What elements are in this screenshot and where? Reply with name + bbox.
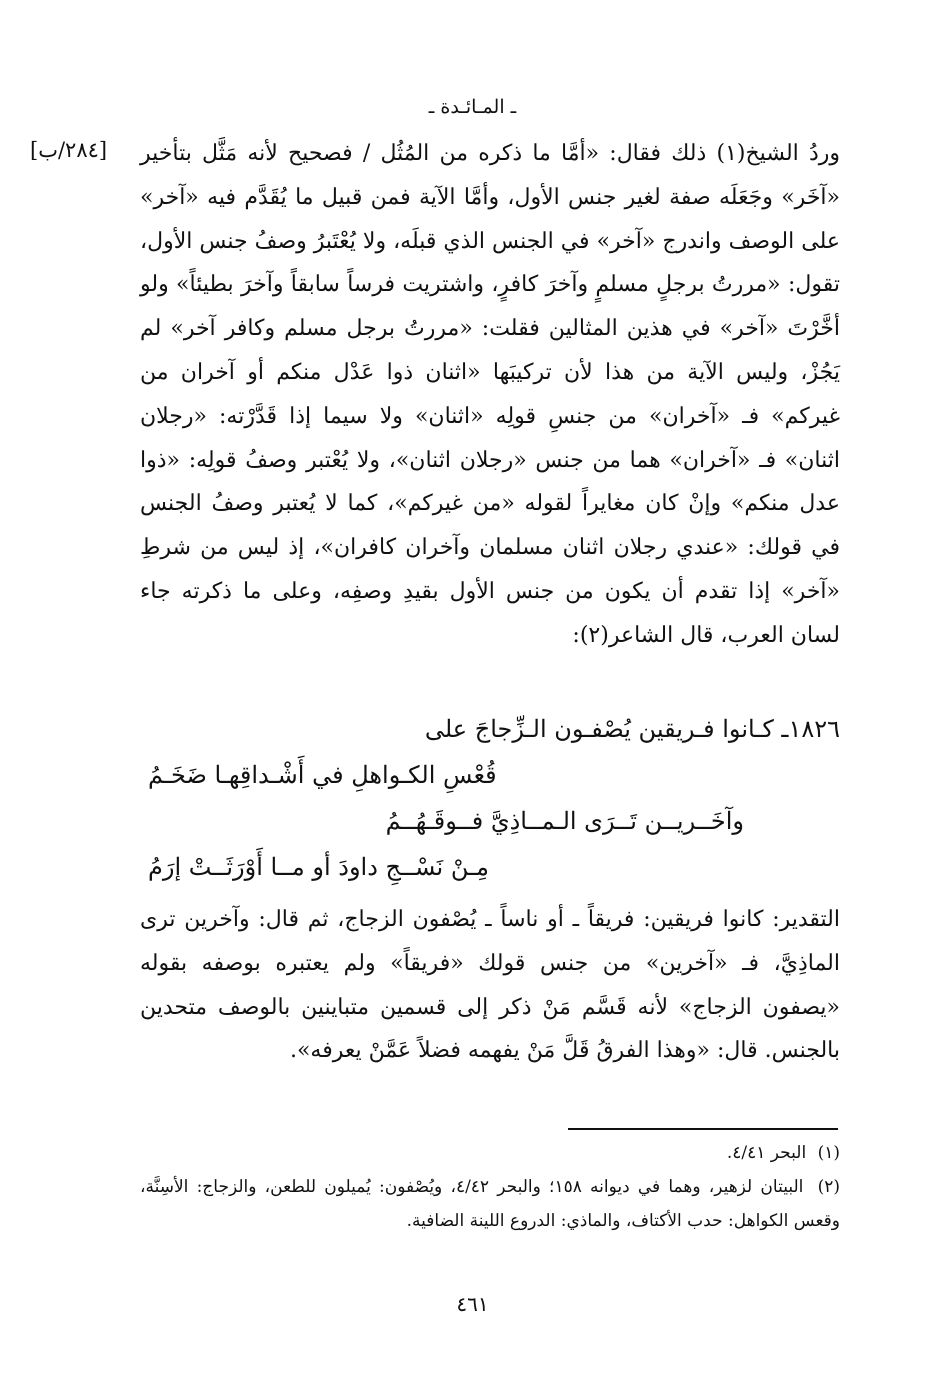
manuscript-folio-reference: [٢٨٤/ب]: [30, 138, 108, 162]
poem-line-3: وآخَــريــن تَــرَى الـمــاذِيَّ فــوقَـهُــمُ: [385, 807, 744, 835]
footnotes: [140, 1136, 840, 1238]
tail-paragraph: التقدير: كانوا فريقين: فريقاً ـ أو ناساً ـ يُصْفون الزجاج، ثم قال: وآخرين ترى الماذِيَّ، فـ «آخرين» من جنس قولك «فريقاً» ولم يعتبره بوصفه بقوله «يصفون الزجاج» لأنه قَسَّم مَنْ ذكر إلى قسمين متباينين بالوصف متحدين بالجنس. قال: «وهذا الفرقُ قَلَّ مَنْ يفهمه فضلاً عَمَّنْ يعرفه».: [140, 907, 840, 1064]
footnote-text: البحر ٤/٤١.: [726, 1143, 807, 1163]
poem-line-1: ١٨٢٦ـ كـانوا فـريقين يُصْفـون الـزِّجاجَ على: [424, 715, 840, 743]
footnote-1: [140, 1136, 840, 1170]
poem-block: [140, 706, 840, 890]
footnote-divider: [568, 1128, 838, 1130]
footnote-number: (١): [817, 1143, 840, 1163]
footnote-number: (٢): [817, 1177, 840, 1197]
footnote-text: البيتان لزهير، وهما في ديوانه ١٥٨؛ والبحر ٤/٤٢، ويُصْفون: يُميلون للطعن، والزجاج: الأسِنَّة، وقعس الكواهل: حدب الأكتاف، والماذي: الدروع اللينة الضافية.: [140, 1177, 840, 1231]
poem-line-2: قُعْسِ الكـواهلِ في أَشْـداقِهـا ضَخَـمُ: [148, 761, 497, 789]
page-number: ٤٦١: [456, 1292, 489, 1316]
running-head: ـ المـائـدة ـ: [428, 96, 517, 118]
commentary-block: [140, 898, 840, 1073]
poem-line-4: مِـنْ نَسْــجِ داودَ أو مــا أَوْرَثَــتْ إرَمُ: [148, 853, 489, 881]
body-paragraph: وردُ الشيخ(١) ذلك فقال: «أمَّا ما ذكره من المُثُل / فصحيح لأنه مَثَّل بتأخير «آخَر» وجَعَلَه صفة لغير جنس الأول، وأمَّا الآية فمن قبيل ما يُقَدَّم فيه «آخر» على الوصف واندرج «آخر» في الجنس الذي قبلَه، ولا يُعْتَبرُ وصفُ جنس الأول، تقول: «مررتُ برجلٍ مسلمٍ وآخرَ كافرٍ، واشتريت فرساً سابقاً وآخرَ بطيئاً» ولو أخَّرْتَ «آخر» في هذين المثالين فقلت: «مررتُ برجل مسلم وكافر آخر» لم يَجُزْ، وليس الآية من هذا لأن تركيبَها «اثنان ذوا عَدْل منكم أو آخران من غيركم» فـ «آخران» من جنسِ قولِه «اثنان» ولا سيما إذا قَدَّرْته: «رجلان اثنان» فـ «آخران» هما من جنس «رجلان اثنان»، ولا يُعْتبر وصفُ قولِه: «ذوا عدل منكم» وإنْ كان مغايراً لقوله «من غيركم»، كما لا يُعتبر وصفُ الجنس في قولك: «عندي رجلان اثنان مسلمان وآخران كافران»، إذ ليس من شرطِ «آخر» إذا تقدم أن يكون من جنس الأول بقيدِ وصفِه، وعلى ما ذكرته جاء لسان العرب، قال الشاعر(٢):: [140, 141, 840, 648]
main-text-block: [140, 132, 840, 658]
footnote-2: [140, 1170, 840, 1238]
